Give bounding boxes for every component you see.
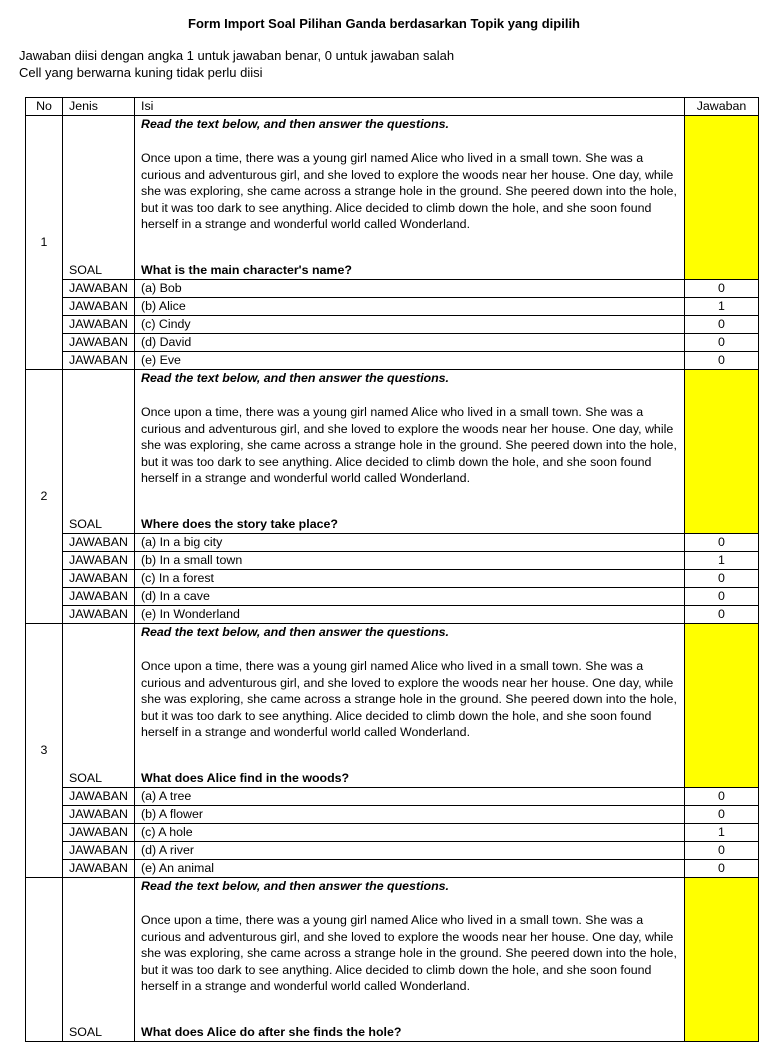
option-text-cell[interactable]: (b) In a small town	[135, 552, 685, 570]
answer-value-cell[interactable]: 0	[685, 588, 759, 606]
question-number: 2	[26, 370, 63, 624]
type-soal-cell[interactable]: SOAL	[63, 624, 135, 788]
question-content-cell[interactable]	[135, 624, 685, 788]
answer-value-cell[interactable]: 0	[685, 352, 759, 370]
option-text-cell[interactable]: (d) A river	[135, 842, 685, 860]
option-row	[26, 860, 759, 878]
type-soal-cell[interactable]: SOAL	[63, 878, 135, 1042]
instruction-note-answers: Jawaban diisi dengan angka 1 untuk jawaban benar, 0 untuk jawaban salah	[19, 48, 455, 63]
type-jawaban-cell[interactable]: JAWABAN	[63, 860, 135, 878]
option-text-cell[interactable]: (c) Cindy	[135, 316, 685, 334]
type-jawaban-cell[interactable]: JAWABAN	[63, 606, 135, 624]
question-content-cell[interactable]	[135, 878, 685, 1042]
page-title: Form Import Soal Pilihan Ganda berdasarkan Topik yang dipilih	[188, 16, 580, 31]
answer-value-cell[interactable]: 0	[685, 788, 759, 806]
question-text: Where does the story take place?	[141, 517, 338, 531]
reading-passage: Once upon a time, there was a young girl named Alice who lived in a small town. She was a curious and adventurous girl, and she loved to explore the woods near her house. One day, while she was exploring, she came across a strange hole in the ground. She peered down into the hole, but it was too dark to see anything. Alice decided to climb down the hole, and she soon found herself in a strange and wonderful world called Wonderland.	[141, 151, 677, 231]
question-row	[26, 878, 759, 1042]
reading-instruction: Read the text below, and then answer the questions.	[141, 371, 449, 385]
type-jawaban-cell[interactable]: JAWABAN	[63, 842, 135, 860]
option-text-cell[interactable]: (c) A hole	[135, 824, 685, 842]
reading-passage: Once upon a time, there was a young girl named Alice who lived in a small town. She was a curious and adventurous girl, and she loved to explore the woods near her house. One day, while she was exploring, she came across a strange hole in the ground. She peered down into the hole, but it was too dark to see anything. Alice decided to climb down the hole, and she soon found herself in a strange and wonderful world called Wonderland.	[141, 913, 677, 993]
header-jenis: Jenis	[63, 98, 135, 116]
reading-instruction: Read the text below, and then answer the questions.	[141, 117, 449, 131]
type-jawaban-cell[interactable]: JAWABAN	[63, 334, 135, 352]
question-text: What does Alice find in the woods?	[141, 771, 350, 785]
answer-cell-disabled	[685, 624, 759, 788]
option-row	[26, 316, 759, 334]
type-jawaban-cell[interactable]: JAWABAN	[63, 806, 135, 824]
type-jawaban-cell[interactable]: JAWABAN	[63, 298, 135, 316]
reading-passage: Once upon a time, there was a young girl named Alice who lived in a small town. She was a curious and adventurous girl, and she loved to explore the woods near her house. One day, while she was exploring, she came across a strange hole in the ground. She peered down into the hole, but it was too dark to see anything. Alice decided to climb down the hole, and she soon found herself in a strange and wonderful world called Wonderland.	[141, 405, 677, 485]
instruction-note-yellow-cells: Cell yang berwarna kuning tidak perlu diisi	[19, 65, 263, 80]
answer-value-cell[interactable]: 1	[685, 824, 759, 842]
type-jawaban-cell[interactable]: JAWABAN	[63, 280, 135, 298]
type-jawaban-cell[interactable]: JAWABAN	[63, 588, 135, 606]
type-jawaban-cell[interactable]: JAWABAN	[63, 788, 135, 806]
option-text-cell[interactable]: (b) Alice	[135, 298, 685, 316]
answer-value-cell[interactable]: 1	[685, 552, 759, 570]
question-text: What is the main character's name?	[141, 263, 352, 277]
answer-value-cell[interactable]: 0	[685, 806, 759, 824]
option-row	[26, 824, 759, 842]
option-row	[26, 606, 759, 624]
question-number: 3	[26, 624, 63, 878]
question-import-table	[25, 97, 759, 1042]
answer-value-cell[interactable]: 0	[685, 280, 759, 298]
answer-value-cell[interactable]: 0	[685, 570, 759, 588]
type-jawaban-cell[interactable]: JAWABAN	[63, 570, 135, 588]
answer-value-cell[interactable]: 0	[685, 534, 759, 552]
option-text-cell[interactable]: (c) In a forest	[135, 570, 685, 588]
option-row	[26, 298, 759, 316]
option-row	[26, 352, 759, 370]
table-header-row	[26, 98, 759, 116]
question-text: What does Alice do after she finds the hole?	[141, 1025, 402, 1039]
header-jawaban: Jawaban	[685, 98, 759, 116]
option-row	[26, 334, 759, 352]
option-text-cell[interactable]: (e) An animal	[135, 860, 685, 878]
option-row	[26, 842, 759, 860]
answer-cell-disabled	[685, 370, 759, 534]
option-text-cell[interactable]: (b) A flower	[135, 806, 685, 824]
question-row	[26, 370, 759, 534]
question-number	[26, 878, 63, 1042]
answer-cell-disabled	[685, 878, 759, 1042]
type-jawaban-cell[interactable]: JAWABAN	[63, 552, 135, 570]
type-jawaban-cell[interactable]: JAWABAN	[63, 534, 135, 552]
question-number: 1	[26, 116, 63, 370]
option-row	[26, 588, 759, 606]
answer-value-cell[interactable]: 0	[685, 606, 759, 624]
option-text-cell[interactable]: (a) A tree	[135, 788, 685, 806]
type-jawaban-cell[interactable]: JAWABAN	[63, 316, 135, 334]
answer-cell-disabled	[685, 116, 759, 280]
option-row	[26, 806, 759, 824]
option-text-cell[interactable]: (a) Bob	[135, 280, 685, 298]
question-content-cell[interactable]	[135, 116, 685, 280]
answer-value-cell[interactable]: 0	[685, 842, 759, 860]
question-row	[26, 624, 759, 788]
answer-value-cell[interactable]: 1	[685, 298, 759, 316]
option-row	[26, 788, 759, 806]
header-isi: Isi	[135, 98, 685, 116]
option-text-cell[interactable]: (e) In Wonderland	[135, 606, 685, 624]
option-row	[26, 280, 759, 298]
answer-value-cell[interactable]: 0	[685, 860, 759, 878]
reading-instruction: Read the text below, and then answer the questions.	[141, 625, 449, 639]
type-soal-cell[interactable]: SOAL	[63, 370, 135, 534]
reading-passage: Once upon a time, there was a young girl named Alice who lived in a small town. She was a curious and adventurous girl, and she loved to explore the woods near her house. One day, while she was exploring, she came across a strange hole in the ground. She peered down into the hole, but it was too dark to see anything. Alice decided to climb down the hole, and she soon found herself in a strange and wonderful world called Wonderland.	[141, 659, 677, 739]
type-jawaban-cell[interactable]: JAWABAN	[63, 352, 135, 370]
option-text-cell[interactable]: (a) In a big city	[135, 534, 685, 552]
answer-value-cell[interactable]: 0	[685, 334, 759, 352]
reading-instruction: Read the text below, and then answer the questions.	[141, 879, 449, 893]
answer-value-cell[interactable]: 0	[685, 316, 759, 334]
header-no: No	[26, 98, 63, 116]
option-row	[26, 570, 759, 588]
option-text-cell[interactable]: (d) In a cave	[135, 588, 685, 606]
question-content-cell[interactable]	[135, 370, 685, 534]
type-jawaban-cell[interactable]: JAWABAN	[63, 824, 135, 842]
option-row	[26, 534, 759, 552]
option-text-cell[interactable]: (d) David	[135, 334, 685, 352]
type-soal-cell[interactable]: SOAL	[63, 116, 135, 280]
option-text-cell[interactable]: (e) Eve	[135, 352, 685, 370]
question-row	[26, 116, 759, 280]
option-row	[26, 552, 759, 570]
